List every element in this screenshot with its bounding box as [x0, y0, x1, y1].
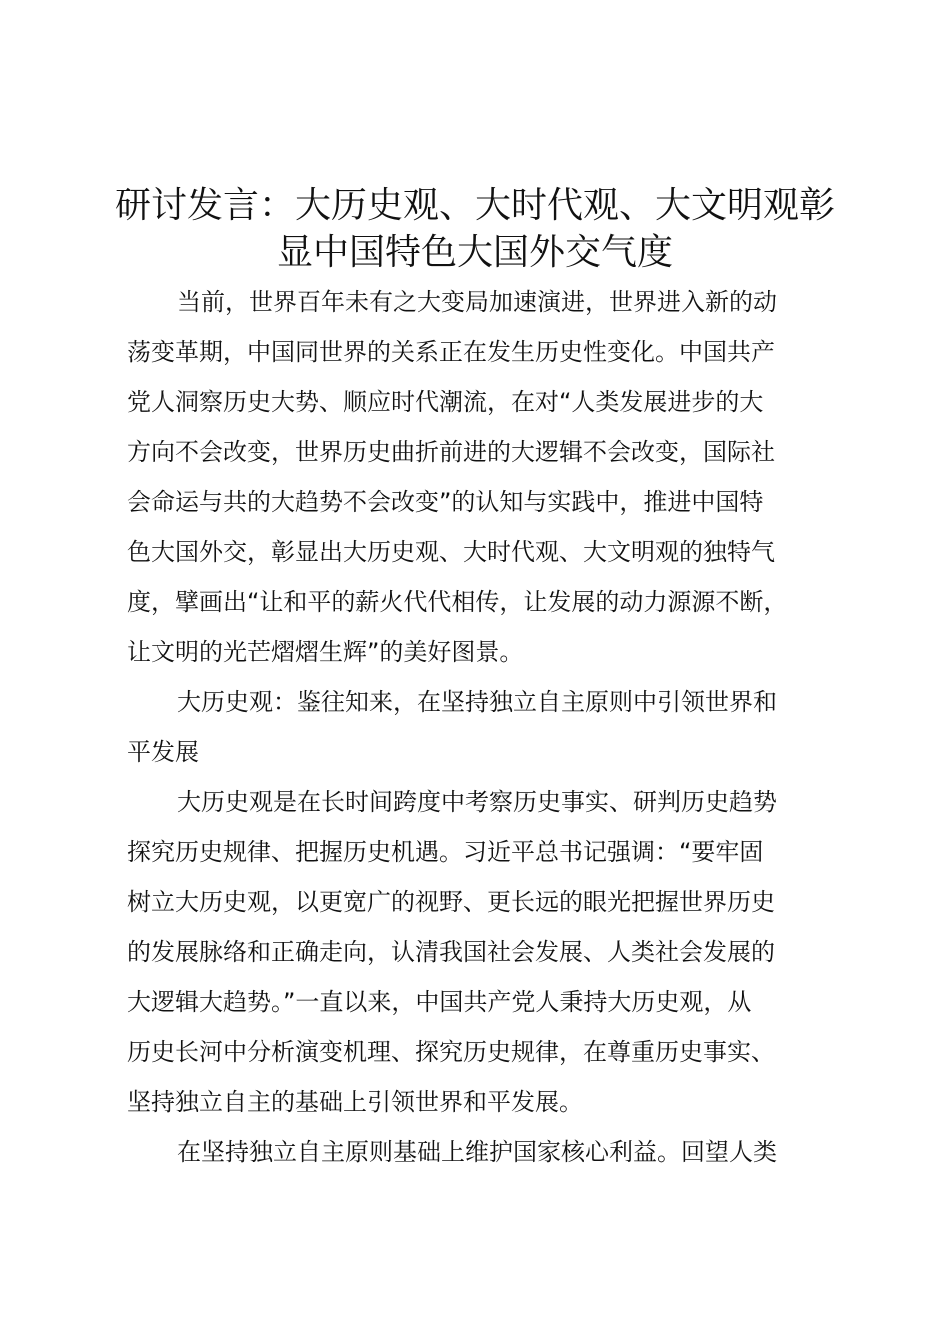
- section-heading-line: 大历史观：鉴往知来，在坚持独立自主原则中引领世界和: [177, 688, 777, 716]
- text-line: 让文明的光芒熠熠生辉”的美好图景。: [127, 638, 524, 666]
- text-line: 坚持独立自主的基础上引领世界和平发展。: [127, 1088, 583, 1116]
- text-line: 会命运与共的大趋势不会改变”的认知与实践中，推进中国特: [127, 488, 764, 516]
- text-line: 荡变革期，中国同世界的关系正在发生历史性变化。中国共产: [127, 338, 775, 366]
- text-line: 的发展脉络和正确走向，认清我国社会发展、人类社会发展的: [127, 938, 775, 966]
- text-line: 色大国外交，彰显出大历史观、大时代观、大文明观的独特气: [127, 538, 775, 566]
- text-line: 大历史观是在长时间跨度中考察历史事实、研判历史趋势: [177, 788, 777, 816]
- document-title-line-1: 研讨发言：大历史观、大时代观、大文明观彰: [114, 185, 835, 226]
- document-title-line-2: 显中国特色大国外交气度: [276, 232, 673, 273]
- text-line: 在坚持独立自主原则基础上维护国家核心利益。回望人类: [177, 1138, 777, 1166]
- text-line: 大逻辑大趋势。”一直以来，中国共产党人秉持大历史观，从: [127, 988, 752, 1016]
- text-line: 历史长河中分析演变机理、探究历史规律，在尊重历史事实、: [127, 1038, 775, 1066]
- text-line: 探究历史规律、把握历史机遇。习近平总书记强调：“要牢固: [127, 838, 764, 866]
- text-line: 度，擘画出“让和平的薪火代代相传，让发展的动力源源不断，: [127, 588, 788, 616]
- section-heading-line: 平发展: [127, 738, 199, 766]
- text-line: 方向不会改变，世界历史曲折前进的大逻辑不会改变，国际社: [127, 438, 775, 466]
- text-line: 当前，世界百年未有之大变局加速演进，世界进入新的动: [177, 288, 777, 316]
- text-line: 党人洞察历史大势、顺应时代潮流，在对“人类发展进步的大: [127, 388, 764, 416]
- text-line: 树立大历史观，以更宽广的视野、更长远的眼光把握世界历史: [127, 888, 775, 916]
